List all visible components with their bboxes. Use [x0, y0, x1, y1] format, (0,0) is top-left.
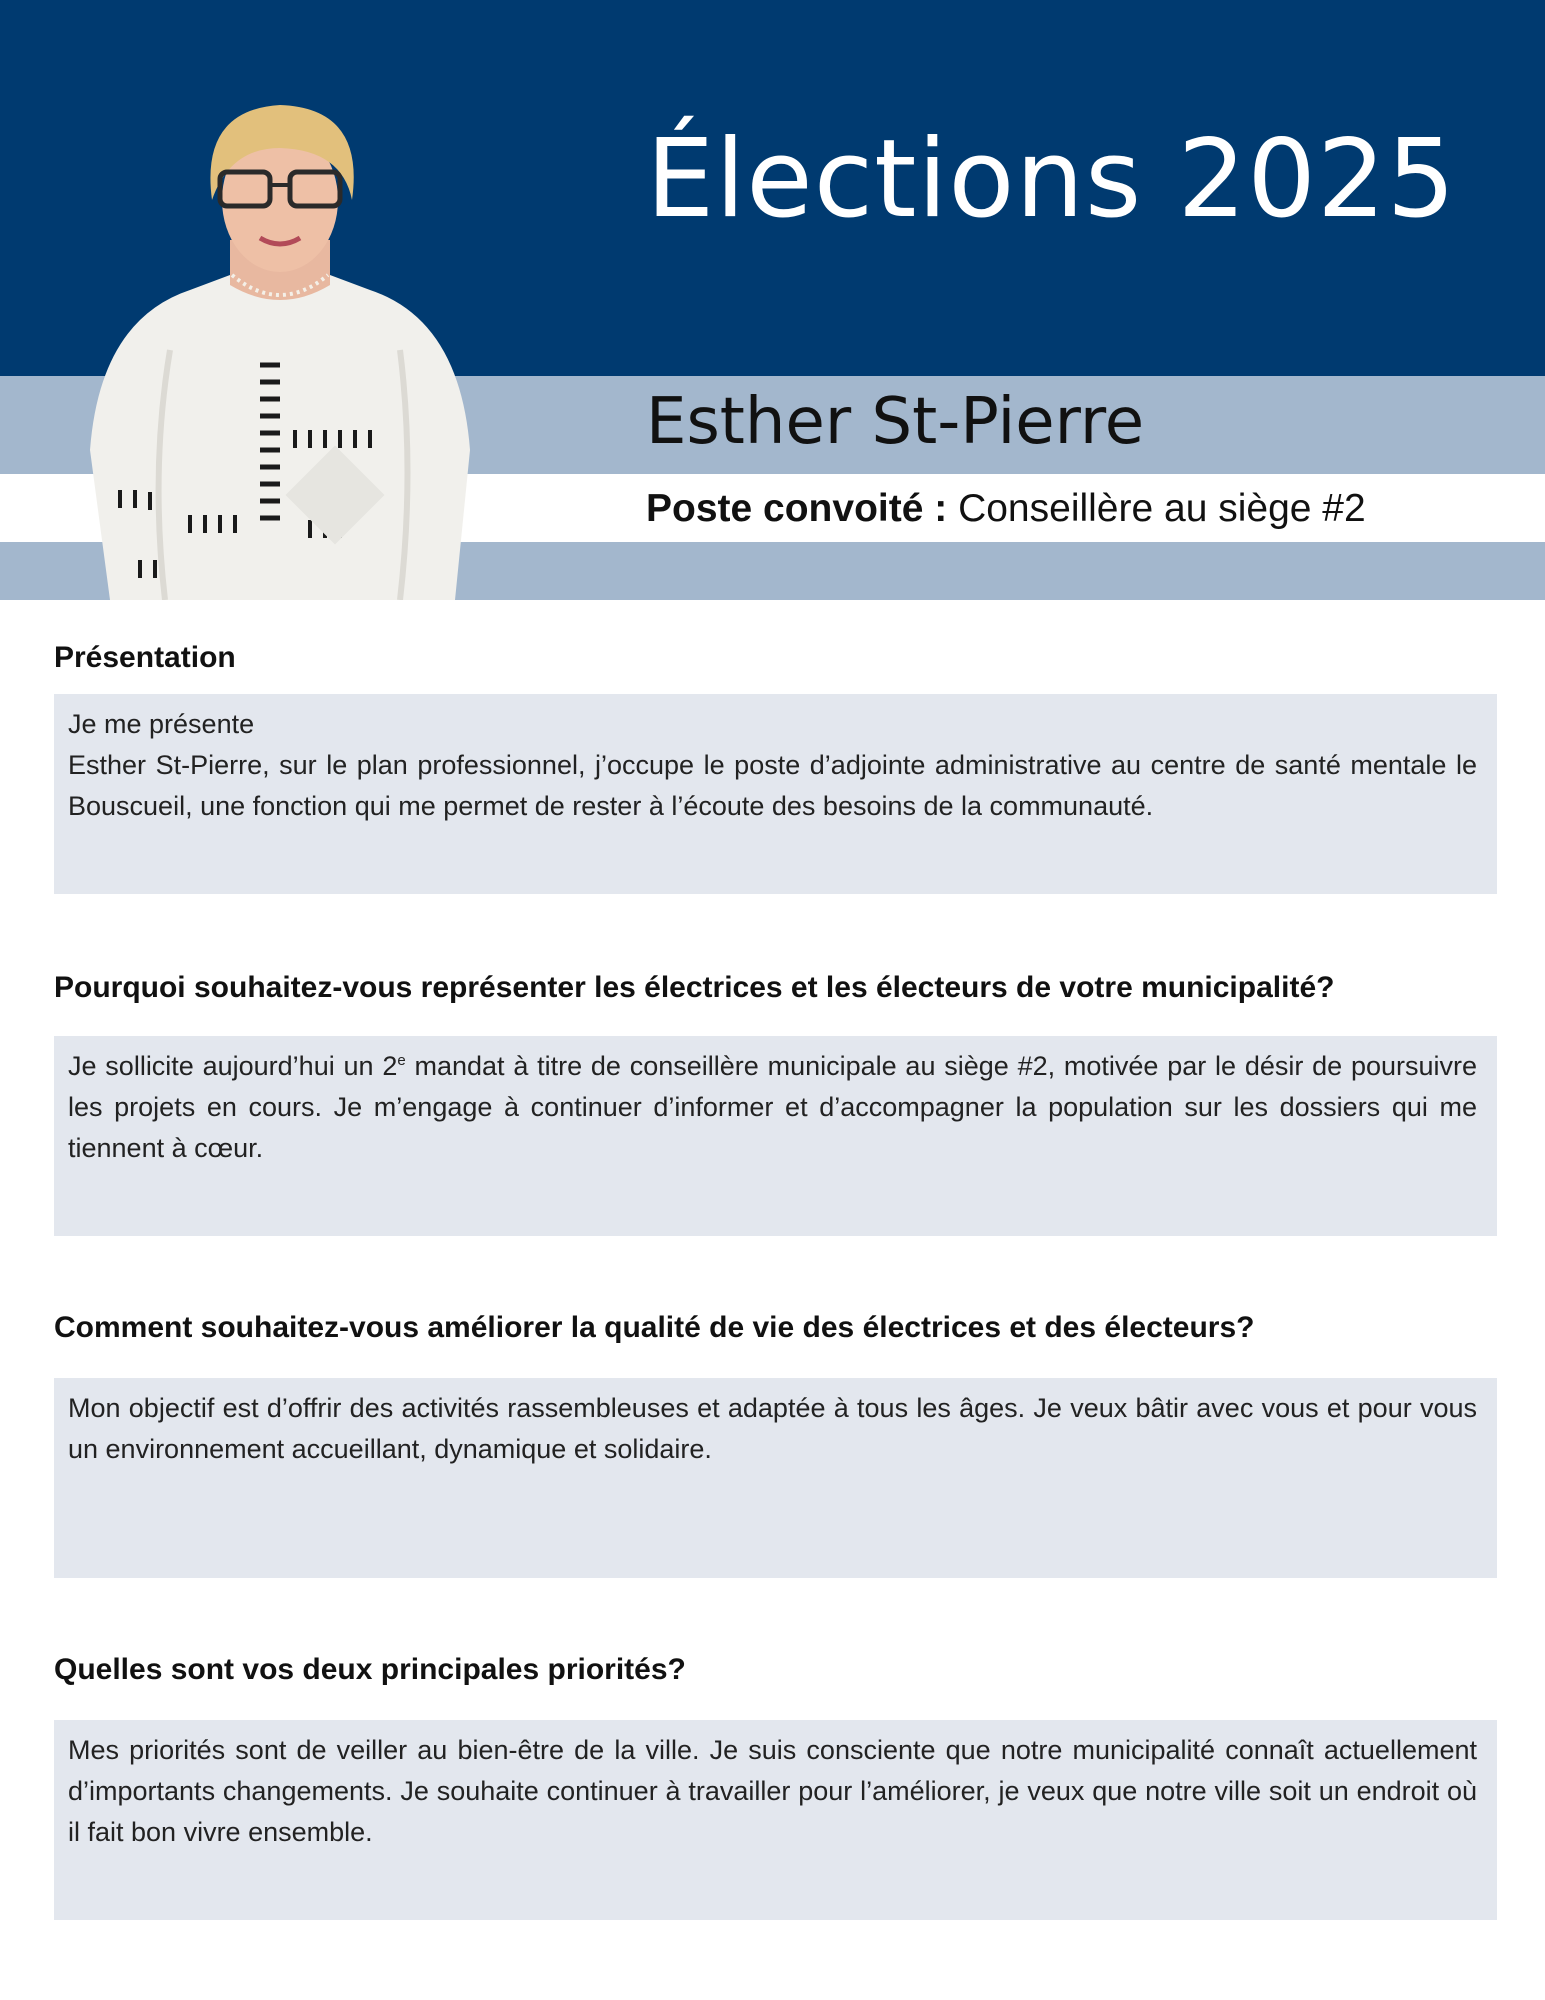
quality-text: Mon objectif est d’offrir des activités rassembleuses et adaptée à tous les âges. Je veux bâtir avec vous et pour vous un environnement accueillant, dynamique et solidaire.	[68, 1393, 1477, 1464]
page-title: Élections 2025	[646, 117, 1457, 242]
candidate-name: Esther St-Pierre	[646, 385, 1145, 459]
post-value: Conseillère au siège #2	[958, 487, 1366, 530]
section-title-why: Pourquoi souhaitez-vous représenter les électrices et les électeurs de votre municipalité?	[54, 971, 1335, 1004]
why-text-start: Je sollicite aujourd’hui un 2	[68, 1051, 398, 1081]
section-title-presentation: Présentation	[54, 641, 236, 674]
section-title-priorities: Quelles sont vos deux principales priorités?	[54, 1653, 686, 1686]
why-text-end: mandat à titre de conseillère municipale au siège #2, motivée par le désir de poursuivre les projets en cours. Je m’engage à continuer d’informer et d’accompagner la population sur les dossiers qui me tiennent à cœur.	[68, 1051, 1478, 1163]
section-box-why	[54, 1036, 1497, 1236]
priorities-text: Mes priorités sont de veiller au bien-être de la ville. Je suis consciente que notre municipalité connaît actuellement d’importants changements. Je souhaite continuer à travailler pour l’améliorer, je veux que notre ville soit un endroit où il fait bon vivre ensemble.	[68, 1735, 1477, 1847]
presentation-text: Esther St-Pierre, sur le plan professionnel, j’occupe le poste d’adjointe administrative au centre de santé mentale le Bouscueil, une fonction qui me permet de rester à l’écoute des besoins de la communauté.	[68, 750, 1477, 821]
post-label: Poste convoité :	[646, 487, 948, 530]
section-title-quality: Comment souhaitez-vous améliorer la qualité de vie des électrices et des électeurs?	[54, 1311, 1255, 1344]
section-box-priorities	[54, 1720, 1497, 1920]
why-text-sup: e	[397, 1052, 406, 1069]
presentation-intro: Je me présente	[68, 709, 255, 739]
why-text	[68, 1046, 1477, 1169]
section-box-presentation	[54, 694, 1497, 894]
section-box-quality	[54, 1378, 1497, 1578]
candidate-photo	[80, 90, 480, 600]
post-line	[646, 486, 1366, 533]
